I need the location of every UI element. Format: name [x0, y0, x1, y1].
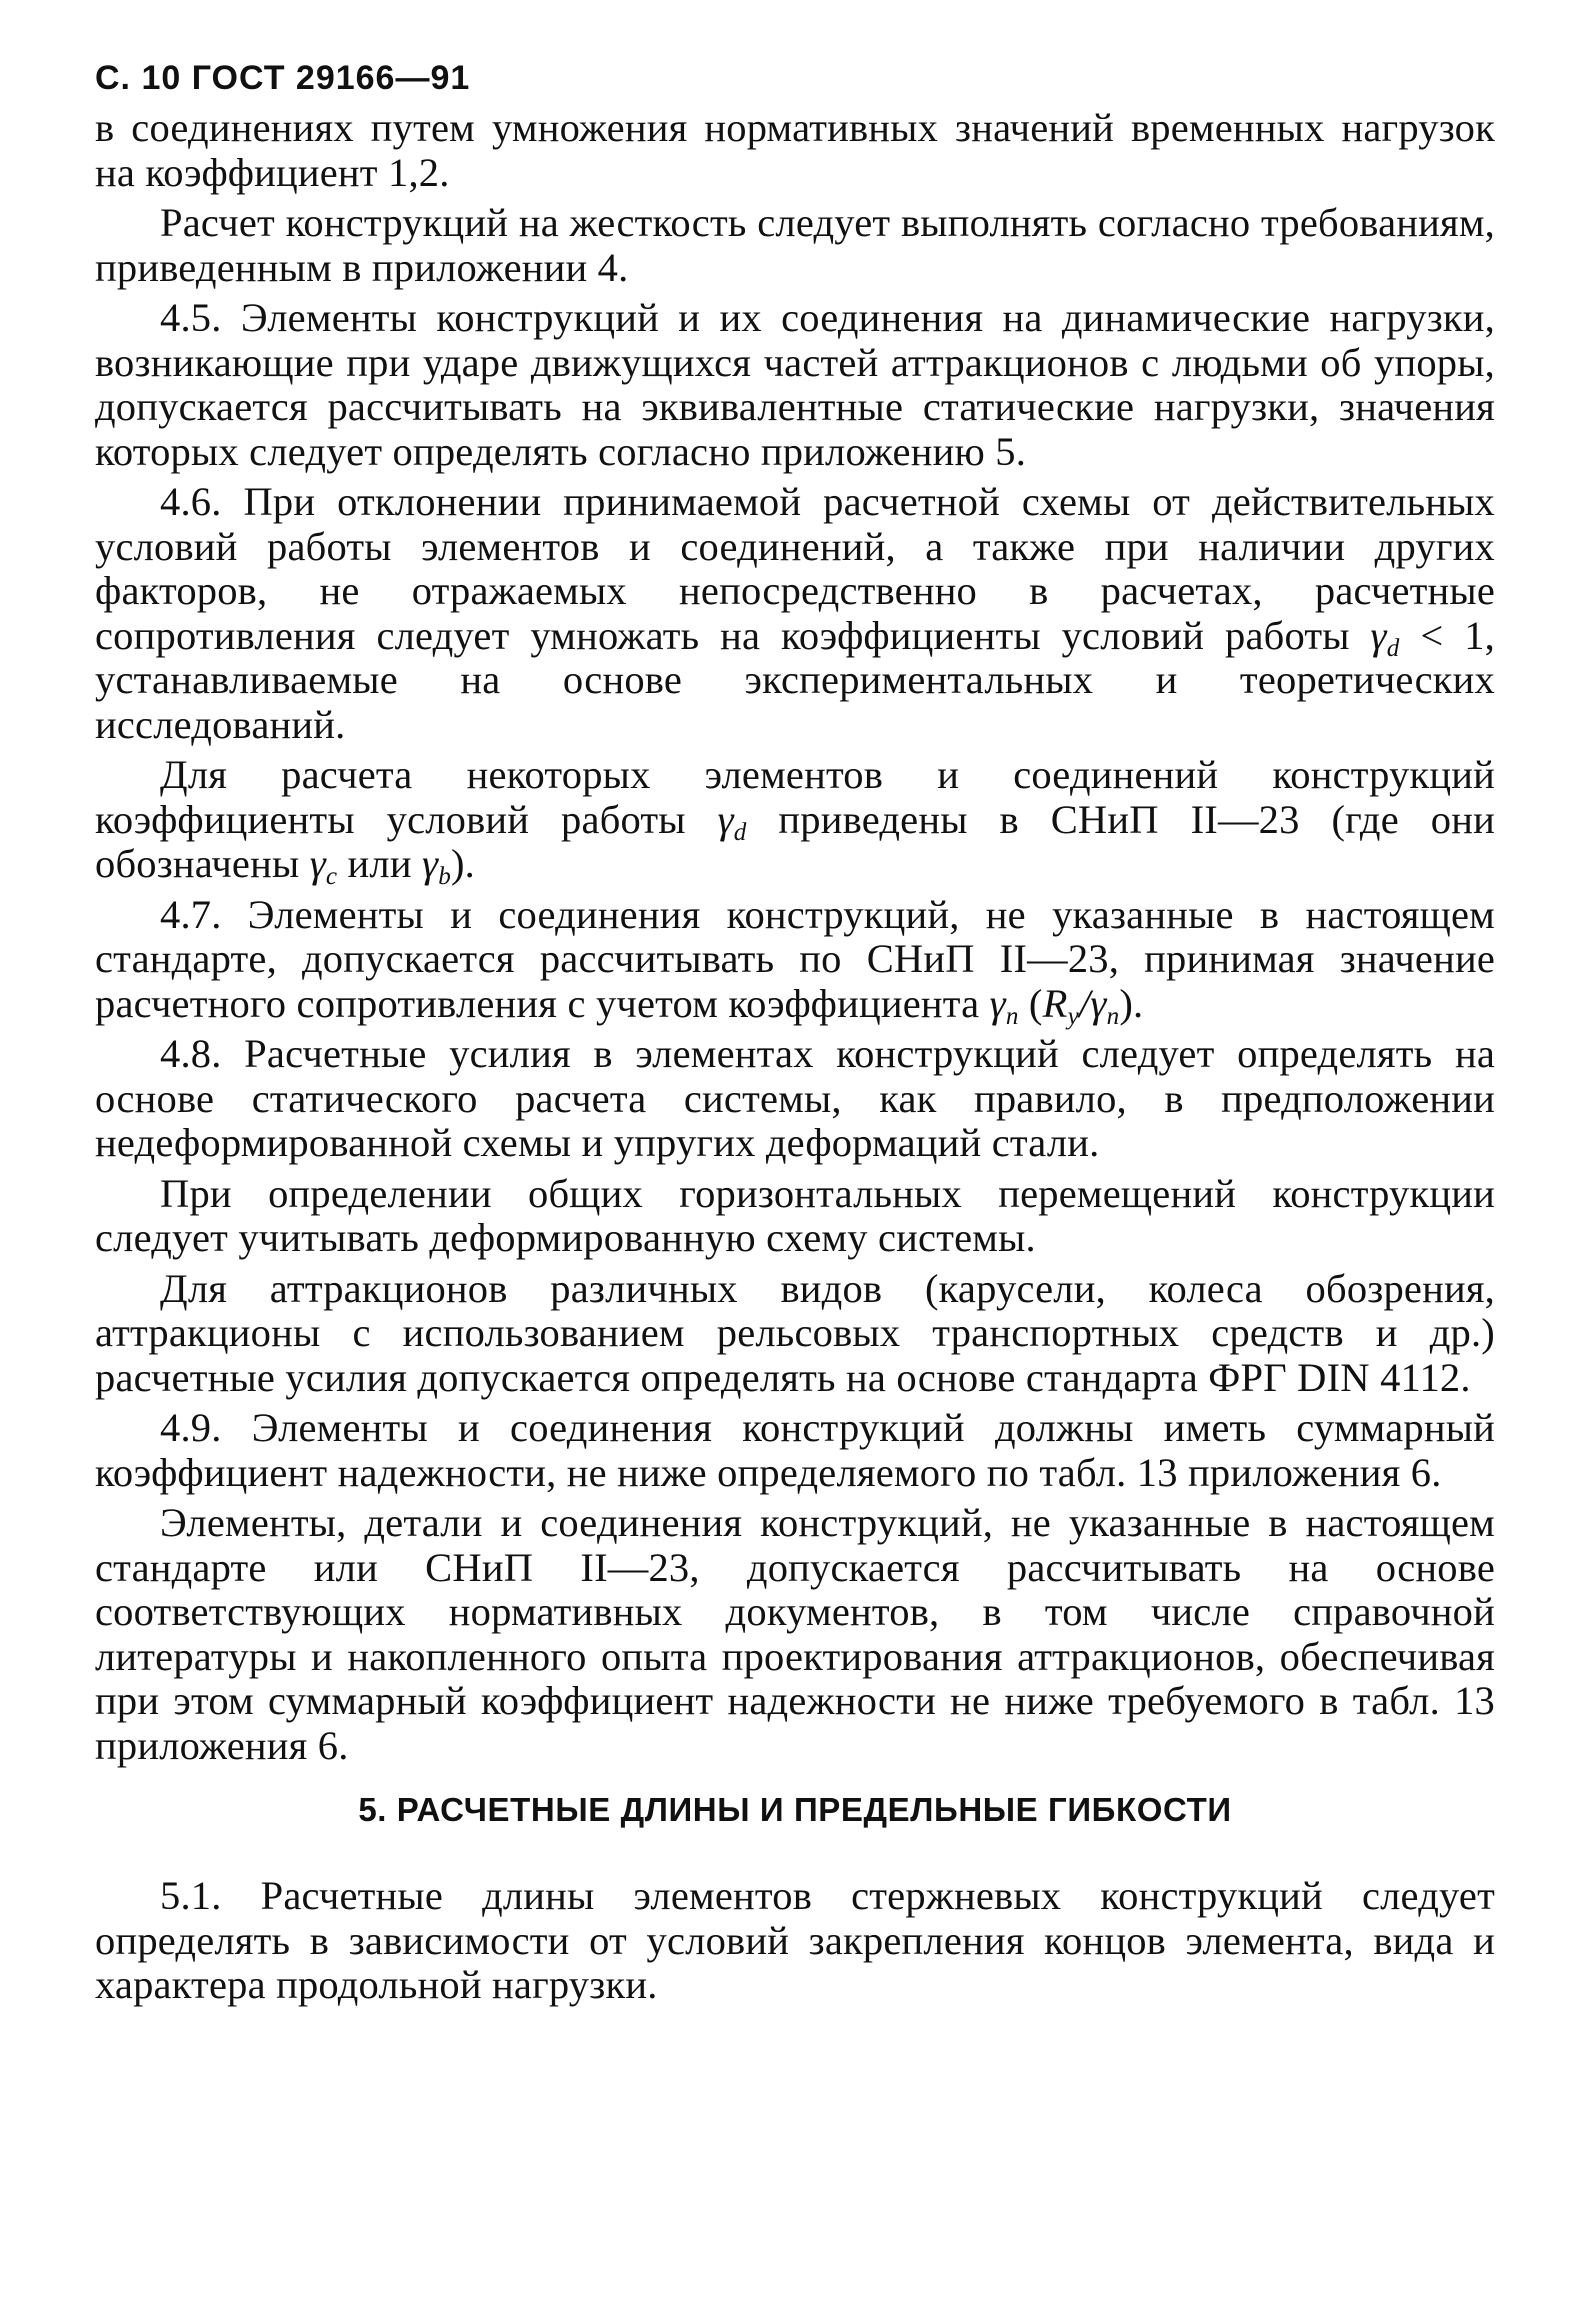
symbol-subscript: y [1067, 1002, 1079, 1030]
paragraph-text: ( [1018, 980, 1043, 1026]
paragraph-text: ). [1119, 980, 1144, 1026]
page-header: С. 10 ГОСТ 29166—91 [95, 59, 471, 97]
symbol-subscript: c [325, 863, 338, 890]
paragraph: Элементы, детали и соединения конструкций, не указанные в настоящем стандарте или СНиП II—23, допускается рассчитывать на основе соответствующих нормативных документов, в том числе справочной литературы и накопленного опыта проектирования аттракционов, обеспечивая при этом суммарный коэффициент надежности не ниже требуемого в табл. 13 приложения 6. [95, 1500, 1495, 1768]
paragraph-clause-4-6 [95, 480, 1495, 747]
gamma-symbol: γ [1370, 612, 1387, 658]
symbol-subscript: d [1386, 634, 1400, 662]
paragraph: в соединениях путем умножения нормативных значений временных нагрузок на коэффициент 1,2. [95, 105, 1495, 195]
paragraph: При определении общих горизонтальных перемещений конструкции следует учитывать деформированную схему системы. [95, 1170, 1495, 1260]
symbol-subscript: n [1106, 1002, 1120, 1030]
symbol-subscript: n [1005, 1002, 1019, 1030]
gamma-symbol: γ [989, 980, 1006, 1026]
paragraph-text: или [337, 841, 423, 886]
paragraph-clause-4-5: 4.5. Элементы конструкций и их соединения на динамические нагрузки, возникающие при ударе движущихся частей аттракционов с людьми об упоры, допускается рассчитывать на эквивалентные статические нагрузки, значения которых следует определять согласно приложению 5. [95, 295, 1495, 474]
symbol-subscript: b [438, 863, 451, 890]
document-page [95, 58, 1495, 2014]
symbol-subscript: d [733, 818, 747, 846]
paragraph-text: < 1, устанавливаемые на основе экспериментальных и теоретических исследований. [95, 612, 1495, 747]
paragraph-text: 4.6. При отклонении принимаемой расчетной схемы от действительных условий работы элементов и соединений, а также при наличии других факторов, не отражаемых непосредственно в расчетах, расчетные сопротивления следует умножать на коэффициенты условий работы [95, 479, 1495, 658]
section-title: 5. РАСЧЕТНЫЕ ДЛИНЫ И ПРЕДЕЛЬНЫЕ ГИБКОСТИ [358, 1791, 1232, 1828]
paragraph: Расчет конструкций на жесткость следует выполнять согласно требованиям, приведенным в приложении 4. [95, 200, 1495, 290]
gamma-symbol: γ [1090, 980, 1107, 1026]
gamma-symbol: γ [717, 796, 734, 842]
paragraph-text: приведены в СНиП II—23 (где они обозначены [95, 796, 1495, 886]
paragraph-clause-4-8: 4.8. Расчетные усилия в элементах конструкций следует определять на основе статического расчета системы, как правило, в предположении недеформированной схемы и упругих деформаций стали. [95, 1031, 1495, 1165]
paragraph-clause-4-7 [95, 891, 1495, 1030]
paragraph: Для аттракционов различных видов (карусели, колеса обозрения, аттракционы с использованием рельсовых транспортных средств и др.) расчетные усилия допускается определять на основе стандарта ФРГ DIN 4112. [95, 1265, 1495, 1400]
slash-symbol: / [1078, 980, 1091, 1026]
gamma-symbol: γ [309, 841, 326, 886]
r-symbol: R [1042, 980, 1068, 1026]
paragraph-text: 4.7. Элементы и соединения конструкций, не указанные в настоящем стандарте, допускается рассчитывать по СНиП II—23, принимая значение расчетного сопротивления с учетом коэффициента [95, 891, 1495, 1026]
paragraph-clause-5-1: 5.1. Расчетные длины элементов стержневых конструкций следует определять в зависимости от условий закрепления концов элемента, вида и характера продольной нагрузки. [95, 1873, 1495, 2007]
paragraph-text: ). [450, 841, 475, 886]
paragraph [95, 752, 1495, 890]
gamma-symbol: γ [422, 841, 439, 886]
paragraph-text: Для расчета некоторых элементов и соединений конструкций коэффициенты условий работы [95, 752, 1495, 842]
paragraph-clause-4-9: 4.9. Элементы и соединения конструкций должны иметь суммарный коэффициент надежности, не ниже определяемого по табл. 13 приложения 6. [95, 1405, 1495, 1495]
